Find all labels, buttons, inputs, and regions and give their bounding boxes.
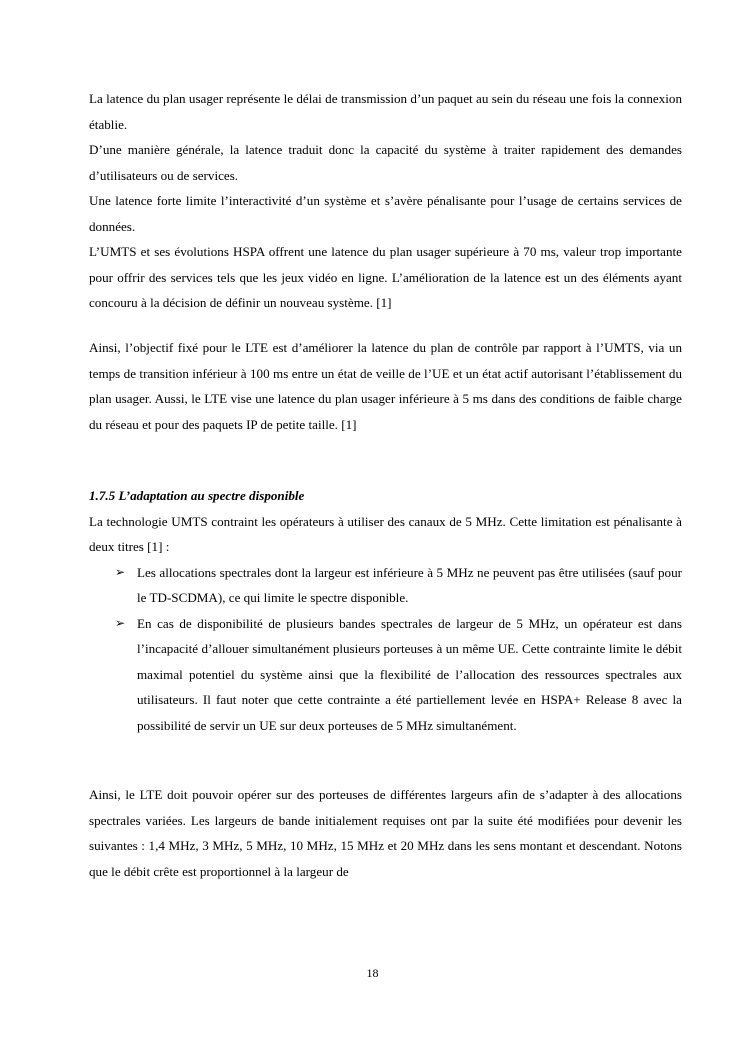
list-item bbox=[89, 560, 682, 611]
paragraph-umts-latency: L’UMTS et ses évolutions HSPA offrent une latence du plan usager supérieure à 70 ms, valeur trop importante pour offrir des services tels que les jeux vidéo en ligne. L’amélioration de la latence est un des éléments ayant concouru à la décision de définir un nouveau système. [1] bbox=[89, 244, 682, 310]
paragraph-latency-capacity: D’une manière générale, la latence traduit donc la capacité du système à traiter rapidement des demandes d’utilisateurs ou de services. bbox=[89, 142, 682, 183]
section-intro: La technologie UMTS contraint les opérateurs à utiliser des canaux de 5 MHz. Cette limitation est pénalisante à deux titres [1] : bbox=[89, 513, 682, 554]
latency-intro-block bbox=[89, 86, 682, 316]
section-heading: 1.7.5 L’adaptation au spectre disponible bbox=[89, 488, 305, 503]
arrow-bullet-icon: ➢ bbox=[115, 615, 126, 630]
paragraph-lte-objective: Ainsi, l’objectif fixé pour le LTE est d’améliorer la latence du plan de contrôle par rapport à l’UMTS, via un temps de transition inférieur à 100 ms entre un état de veille de l’UE et un état actif autorisant l’établissement du plan usager. Aussi, le LTE vise une latence du plan usager inférieure à 5 ms dans des conditions de faible charge du réseau et pour des paquets IP de petite taille. [1] bbox=[89, 340, 682, 432]
lte-objective-block bbox=[89, 335, 682, 437]
bullet-text: Les allocations spectrales dont la largeur est inférieure à 5 MHz ne peuvent pas être utilisées (sauf pour le TD-SCDMA), ce qui limite le spectre disponible. bbox=[137, 564, 682, 605]
paragraph-bandwidths: Ainsi, le LTE doit pouvoir opérer sur des porteuses de différentes largeurs afin de s’adapter à des allocations spectrales variées. Les largeurs de bande initialement requises ont par la suite été modifiées pour devenir les suivantes : 1,4 MHz, 3 MHz, 5 MHz, 10 MHz, 15 MHz et 20 MHz dans les sens montant et descendant. Notons que le débit crête est proportionnel à la largeur de bbox=[89, 787, 682, 879]
list-item bbox=[89, 611, 682, 739]
paragraph-latency-interactivity: Une latence forte limite l’interactivité d’un système et s’avère pénalisante pour l’usage de certains services de données. bbox=[89, 193, 682, 234]
paragraph-latency-definition: La latence du plan usager représente le délai de transmission d’un paquet au sein du réseau une fois la connexion établie. bbox=[89, 91, 682, 132]
bullet-text: En cas de disponibilité de plusieurs bandes spectrales de largeur de 5 MHz, un opérateur est dans l’incapacité d’allouer simultanément plusieurs porteuses à un même UE. Cette contrainte limite le débit maximal potentiel du système ainsi que la flexibilité de l’allocation des ressources spectrales aux utilisateurs. Il faut noter que cette contrainte a été partiellement levée en HSPA+ Release 8 avec la possibilité de servir un UE sur deux porteuses de 5 MHz simultanément. bbox=[137, 615, 682, 733]
spectrum-section bbox=[89, 483, 682, 738]
page-number: 18 bbox=[366, 966, 379, 980]
bandwidth-block bbox=[89, 782, 682, 884]
arrow-bullet-icon: ➢ bbox=[115, 564, 126, 579]
bullet-list bbox=[89, 560, 682, 739]
